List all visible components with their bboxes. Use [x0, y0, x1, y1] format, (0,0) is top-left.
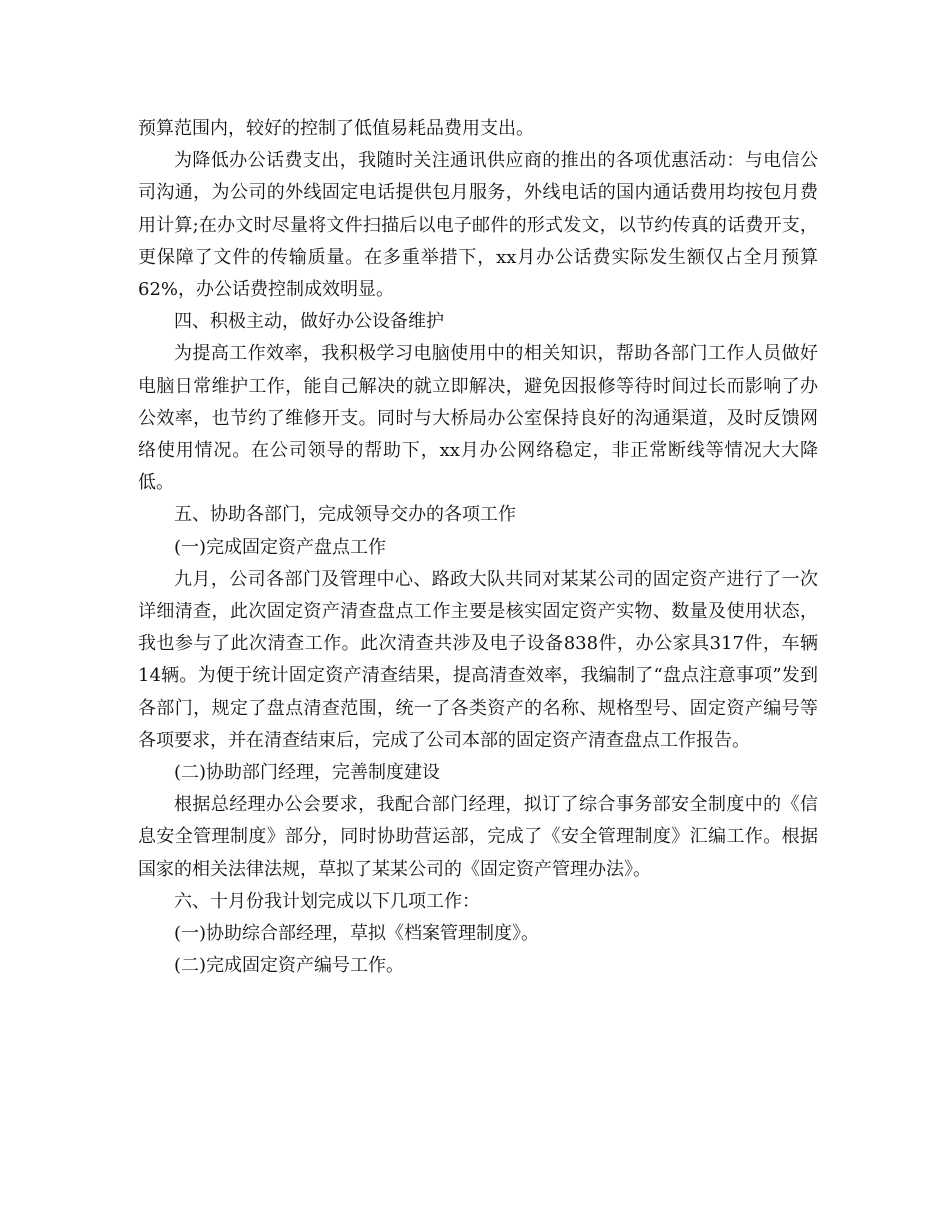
plan-item-archives: (一)协助综合部经理，草拟《档案管理制度》。	[174, 923, 540, 945]
subheading-system-building: (二)协助部门经理，完善制度建设	[174, 762, 441, 784]
subheading-asset-inventory: (一)完成固定资产盘点工作	[174, 536, 387, 558]
plan-item-asset-numbering: (二)完成固定资产编号工作。	[174, 955, 405, 977]
section-heading-assist-departments: 五、协助各部门，完成领导交办的各项工作	[174, 504, 516, 526]
paragraph-phone-expense: 为降低办公话费支出，我随时关注通讯供应商的推出的各项优惠活动：与电信公司沟通，为公司的外线固定电话提供包月服务，外线电话的国内通话费用均按包月费用计算;在办文时尽量将文件扫描后以电子邮件的形式发文，以节约传真的话费开支，更保障了文件的传输质量。在多重举措下，xx月办公话费实际发生额仅占全月预算62%，办公话费控制成效明显。	[138, 150, 818, 301]
paragraph-system-building: 根据总经理办公会要求，我配合部门经理，拟订了综合事务部安全制度中的《信息安全管理制度》部分，同时协助营运部，完成了《安全管理制度》汇编工作。根据国家的相关法律法规，草拟了某某公司的《固定资产管理办法》。	[138, 794, 818, 880]
paragraph-asset-inventory: 九月，公司各部门及管理中心、路政大队共同对某某公司的固定资产进行了一次详细清查，此次固定资产清查盘点工作主要是核实固定资产实物、数量及使用状态，我也参与了此次清查工作。此次清查共涉及电子设备838件，办公家具317件，车辆14辆。为便于统计固定资产清查结果，提高清查效率，我编制了“盘点注意事项”发到各部门，规定了盘点清查范围，统一了各类资产的名称、规格型号、固定资产编号等各项要求，并在清查结束后，完成了公司本部的固定资产清查盘点工作报告。	[138, 568, 818, 751]
section-heading-equipment: 四、积极主动，做好办公设备维护	[174, 311, 444, 333]
paragraph-budget-continuation: 预算范围内，较好的控制了低值易耗品费用支出。	[138, 118, 534, 139]
section-heading-october-plan: 六、十月份我计划完成以下几项工作：	[174, 890, 480, 912]
document-body	[138, 113, 818, 982]
paragraph-equipment-maintenance: 为提高工作效率，我积极学习电脑使用中的相关知识，帮助各部门工作人员做好电脑日常维护工作，能自己解决的就立即解决，避免因报修等待时间过长而影响了办公效率，也节约了维修开支。同时与大桥局办公室保持良好的沟通渠道，及时反馈网络使用情况。在公司领导的帮助下，xx月办公网络稳定，非正常断线等情况大大降低。	[138, 343, 818, 494]
